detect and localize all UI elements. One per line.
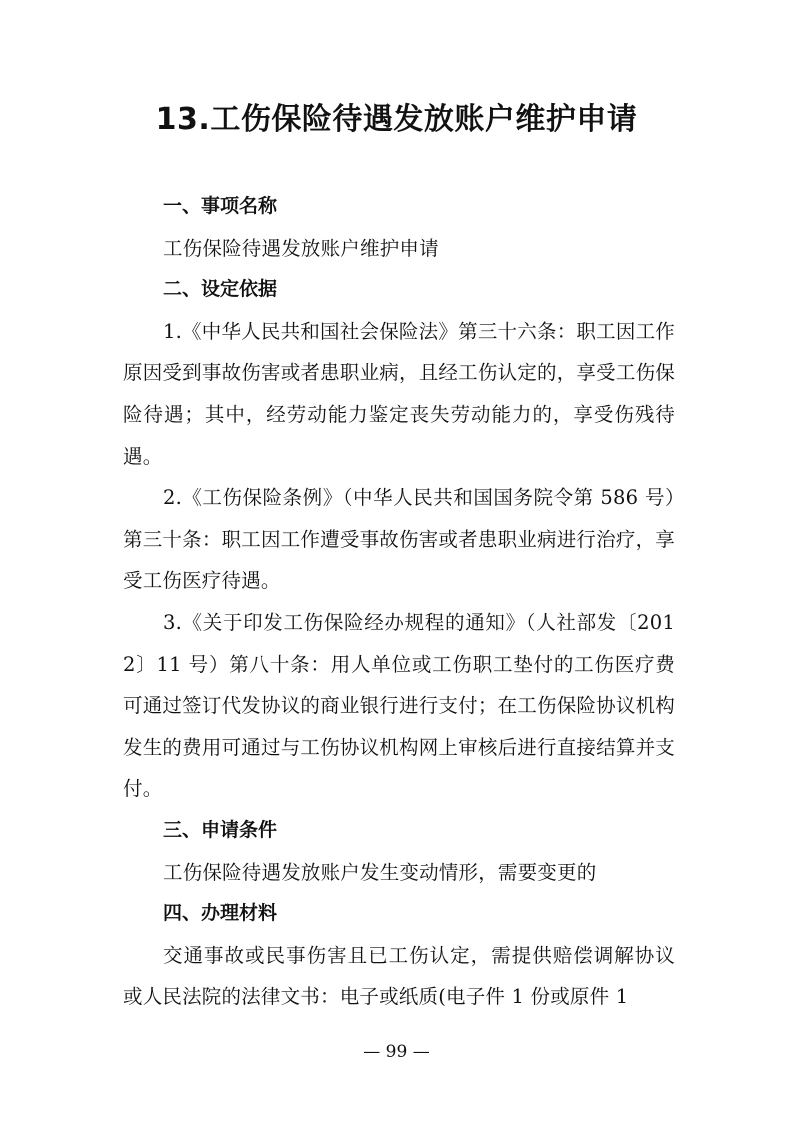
legal-basis-paragraph-3: 3.《关于印发工伤保险经办规程的通知》（人社部发〔2012〕11 号）第八十条：用人单位或工伤职工垫付的工伤医疗费可通过签订代发协议的商业银行进行支付；在工伤保险协议机构发生的费用可通过与工伤协议机构网上审核后进行直接结算并支付。: [123, 610, 675, 801]
materials-paragraph: 交通事故或民事伤害且已工伤认定，需提供赔偿调解协议或人民法院的法律文书：电子或纸质(电子件 1 份或原件 1: [123, 943, 675, 1009]
section-heading-conditions: 三、申请条件: [163, 818, 278, 841]
legal-basis-paragraph-2: 2.《工伤保险条例》（中华人民共和国国务院令第 586 号）第三十条：职工因工作遭受事故伤害或者患职业病进行治疗，享受工伤医疗待遇。: [123, 486, 675, 593]
page-number: — 99 —: [363, 1042, 430, 1062]
item-name-paragraph: 工伤保险待遇发放账户维护申请: [163, 236, 439, 260]
document-body: [123, 186, 675, 1018]
section-heading-materials: 四、办理材料: [163, 902, 278, 925]
section-heading-legal-basis: 二、设定依据: [163, 278, 278, 301]
conditions-paragraph: 工伤保险待遇发放账户发生变动情形，需要变更的: [163, 860, 597, 884]
page-title: 13.工伤保险待遇发放账户维护申请: [155, 102, 638, 137]
section-heading-item-name: 一、事项名称: [163, 195, 278, 217]
legal-basis-paragraph-1: 1.《中华人民共和国社会保险法》第三十六条：职工因工作原因受到事故伤害或者患职业病，且经工伤认定的，享受工伤保险待遇；其中，经劳动能力鉴定丧失劳动能力的，享受伤残待遇。: [123, 319, 675, 468]
